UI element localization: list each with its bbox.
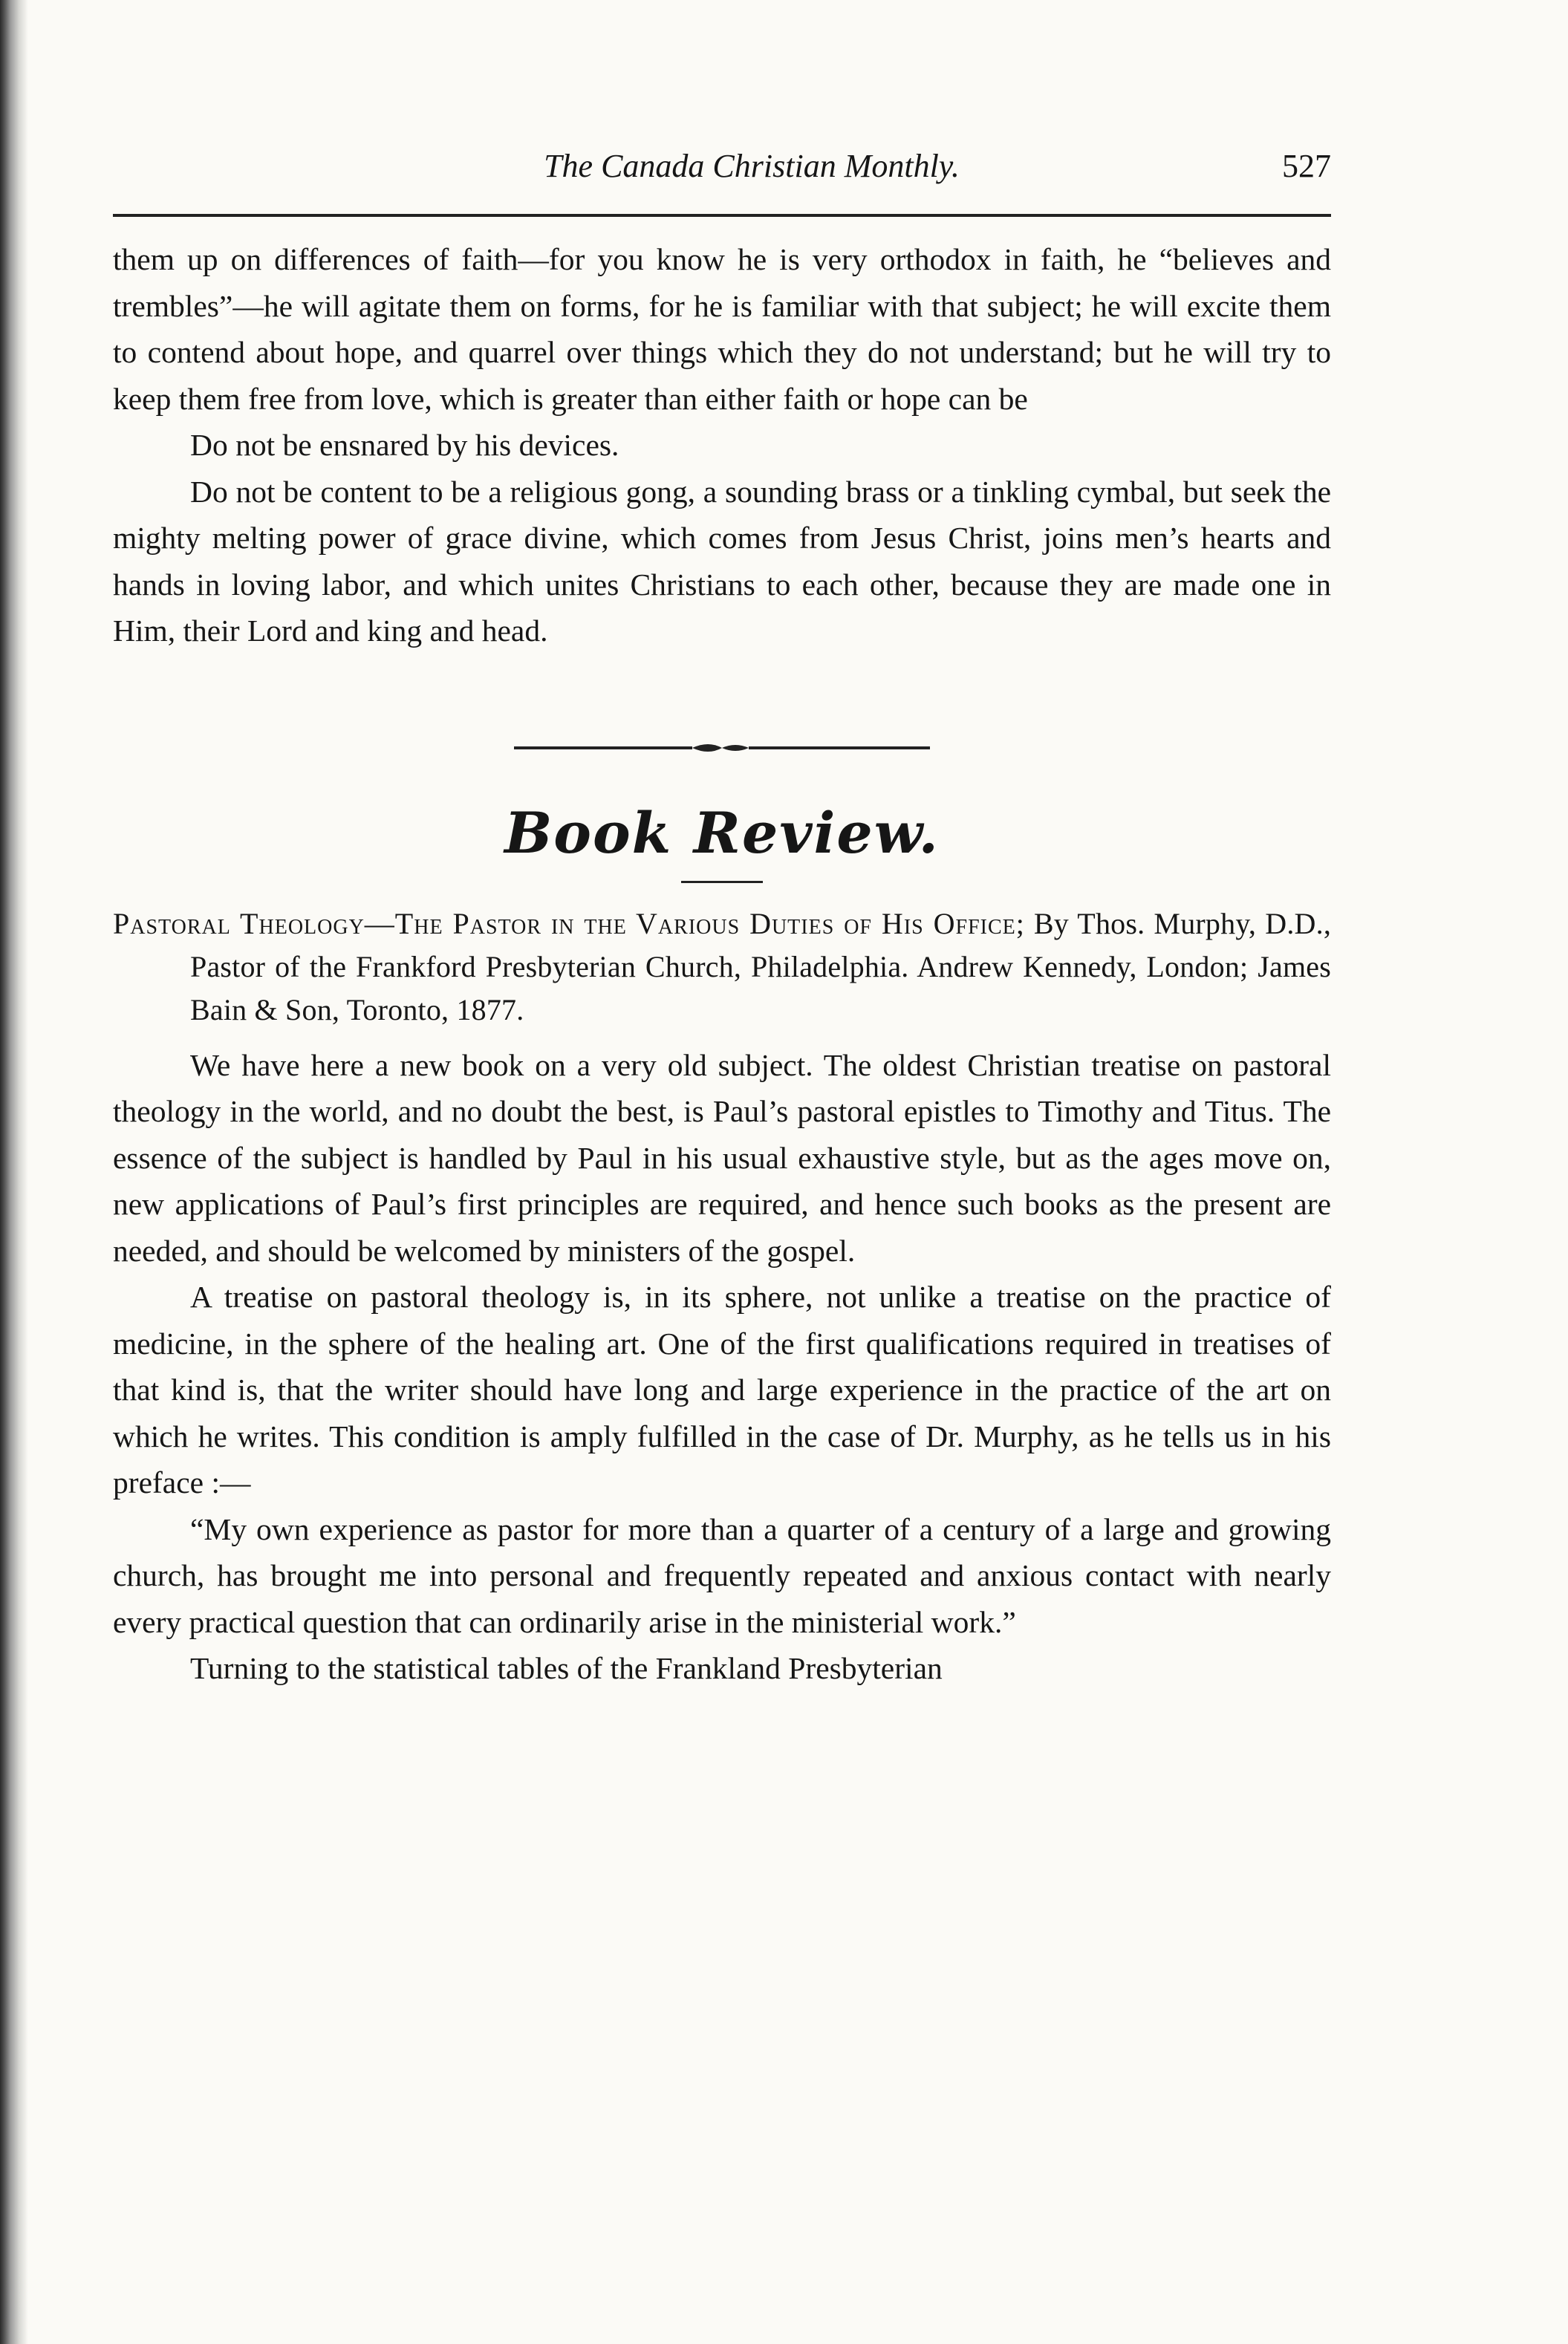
page-number: 527 [1282, 148, 1331, 184]
paragraph-ensnared: Do not be ensnared by his devices. [190, 428, 619, 462]
paragraph-review-statistics: Turning to the statistical tables of the Frankland Presbyterian [190, 1651, 943, 1685]
paragraph-review-quote: “My own experience as pastor for more than a quarter of a century of a large and growing church, has brought me into personal and frequently repeated and anxious contact with nearly every practical question that can ordinarily arise in the ministerial work.” [113, 1511, 1331, 1639]
paragraph-review-intro: We have here a new book on a very old subject. The oldest Christian treatise on pastoral theology in the world, and no doubt the best, is Paul’s pastoral epistles to Timothy and Titus. The essence of the subject is handled by Paul in his usual exhaustive style, but as the ages move on, new applications of Paul’s first principles are required, and hence such books as the present are needed, and should be welcomed by ministers of the gospel. [113, 1047, 1331, 1268]
review-citation [113, 902, 1331, 1032]
review-byline: By Thos. Murphy, D.D., Pastor of the Frankford Presbyterian Church, Philadelphia. Andrew Kennedy, London; James Bain & Son, Toronto, 1877. [190, 906, 1332, 1026]
review-book-title: Pastoral Theology—The Pastor in the Various Duties of His Office; [113, 906, 1025, 940]
paragraph-religious-gong: Do not be content to be a religious gong, a sounding brass or a tinkling cymbal, but seek the mighty melting power of grace divine, which comes from Jesus Christ, joins men’s hearts and hands in loving labor, and which unites Christians to each other, because they are made one in Him, their Lord and king and head. [113, 474, 1331, 648]
running-header [113, 141, 1331, 198]
running-title: The Canada Christian Monthly. [544, 148, 960, 184]
section-divider-ornament [113, 739, 1331, 757]
page-binding-edge [0, 0, 28, 2344]
book-page [113, 141, 1331, 1692]
section-title-book-review: Book Review. [504, 799, 940, 866]
paragraph-continuation: them up on differences of faith—for you know he is very orthodox in faith, he “believes and trembles”—he will agitate them on forms, for he is familiar with that subject; he will excite them to contend about hope, and quarrel over things which they do not understand; but he will try to keep them free from love, which is greater than either faith or hope can be [113, 242, 1331, 416]
section-title-rule [681, 881, 763, 883]
header-rule [113, 214, 1331, 217]
paragraph-review-treatise: A treatise on pastoral theology is, in its sphere, not unlike a treatise on the practice of medicine, in the sphere of the healing art. One of the first qualifications required in treatises of that kind is, that the writer should have long and large experience in the practice of the art on which he writes. This condition is amply fulfilled in the case of Dr. Murphy, as he tells us in his preface :— [113, 1280, 1331, 1500]
